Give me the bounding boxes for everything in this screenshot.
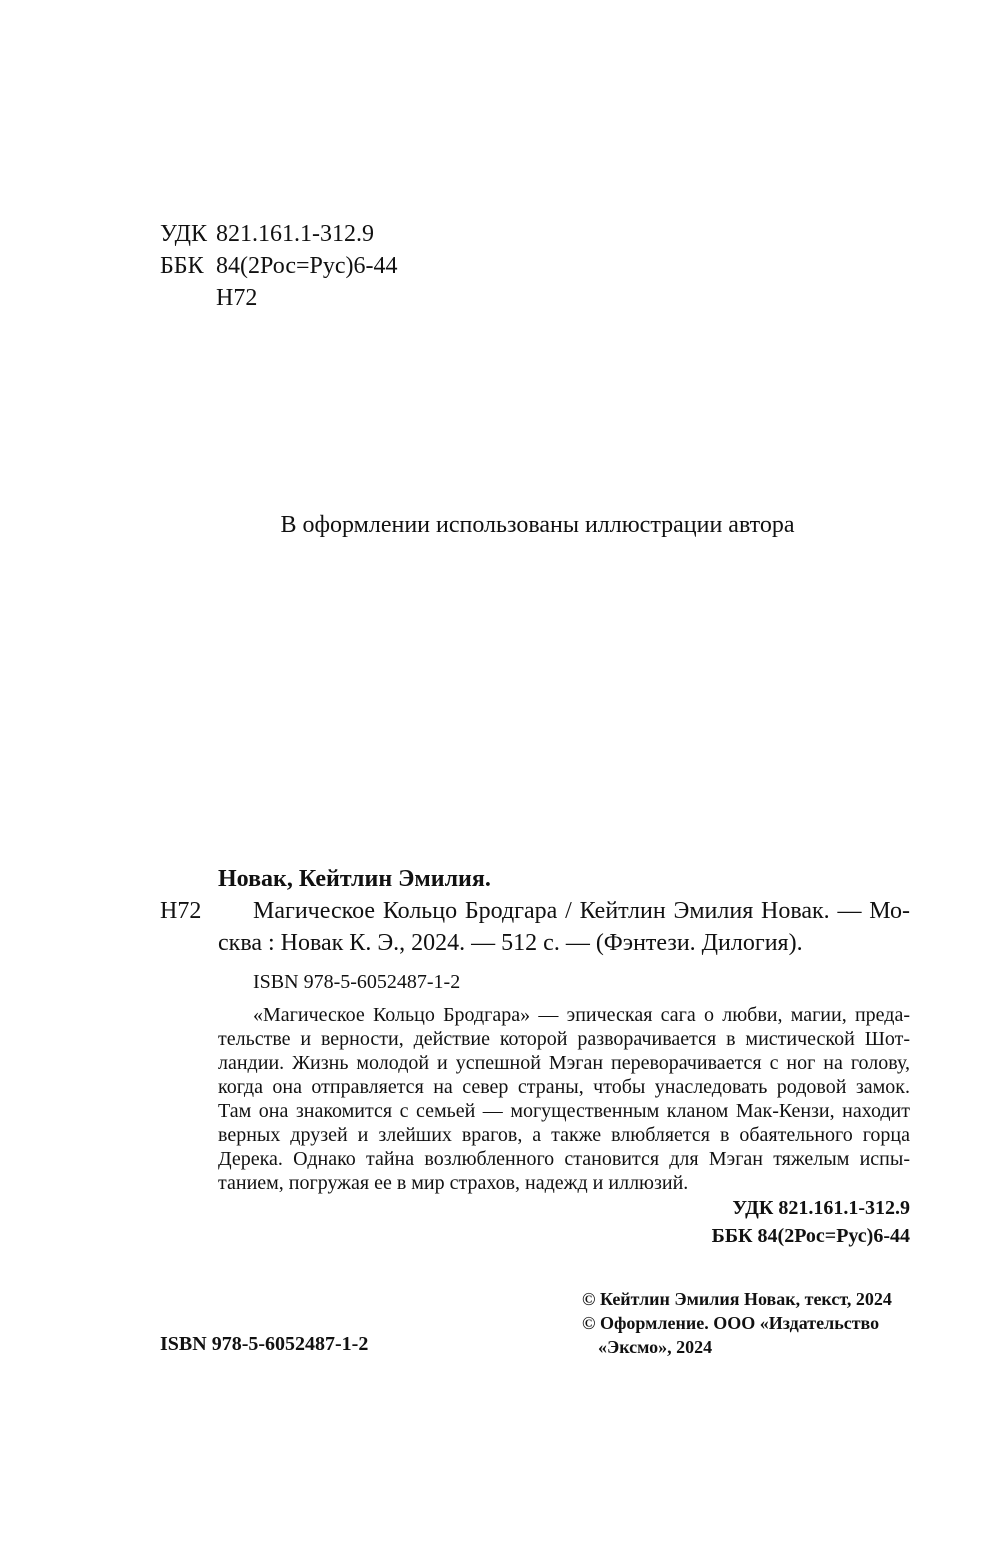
copyright-line-2: © Оформление. ООО «Издательство — [582, 1313, 880, 1333]
udk-bold: УДК 821.161.1-312.9 — [732, 1197, 910, 1219]
card-author-mark: Н72 — [160, 898, 202, 924]
udk-value: 821.161.1-312.9 — [216, 221, 374, 247]
author-heading: Новак, Кейтлин Эмилия. — [218, 866, 491, 892]
annotation-line: Дерека. Однако тайна возлюбленного становится для Мэган тяжелым испы- — [218, 1148, 910, 1170]
annotation-line: танием, погружая ее в мир страхов, надежд и иллюзий. — [218, 1172, 689, 1194]
footer-isbn: ISBN 978-5-6052487-1-2 — [160, 1333, 369, 1355]
annotation-line: ландии. Жизнь молодой и успешной Мэган переворачивается с ног на голову, — [218, 1052, 910, 1074]
bbk-line — [160, 251, 398, 281]
annotation — [218, 1003, 910, 1195]
copyright-line-1: © Кейтлин Эмилия Новак, текст, 2024 — [582, 1289, 892, 1309]
copyright-block — [582, 1287, 892, 1359]
annotation-line: верных друзей и злейших врагов, а также влюбляется в обаятельного горца — [218, 1124, 910, 1146]
bbk-value: 84(2Рос=Рус)6-44 — [216, 253, 398, 279]
top-author-mark: Н72 — [216, 285, 258, 311]
copyright-line-3: «Эксмо», 2024 — [598, 1337, 713, 1357]
udk-label: УДК — [160, 221, 207, 247]
description-line-1: Магическое Кольцо Бродгара / Кейтлин Эмилия Новак. — Мо- — [253, 898, 910, 924]
annotation-line: «Магическое Кольцо Бродгара» — эпическая сага о любви, магии, преда- — [253, 1004, 910, 1026]
annotation-line: Там она знакомится с семьей — могущественным кланом Мак-Кензи, находит — [218, 1100, 910, 1122]
udk-line — [160, 219, 374, 249]
illustration-note: В оформлении использованы иллюстрации автора — [280, 512, 795, 538]
description-line-2: сква : Новак К. Э., 2024. — 512 с. — (Фэнтези. Дилогия). — [218, 930, 803, 956]
card-isbn: ISBN 978-5-6052487-1-2 — [253, 971, 461, 993]
bbk-label: ББК — [160, 253, 204, 279]
annotation-line: когда она отправляется на север страны, чтобы унаследовать родовой замок. — [218, 1076, 910, 1098]
bbk-bold: ББК 84(2Рос=Рус)6-44 — [711, 1225, 910, 1247]
annotation-line: тельстве и верности, действие которой разворачивается в мистической Шот- — [218, 1028, 910, 1050]
